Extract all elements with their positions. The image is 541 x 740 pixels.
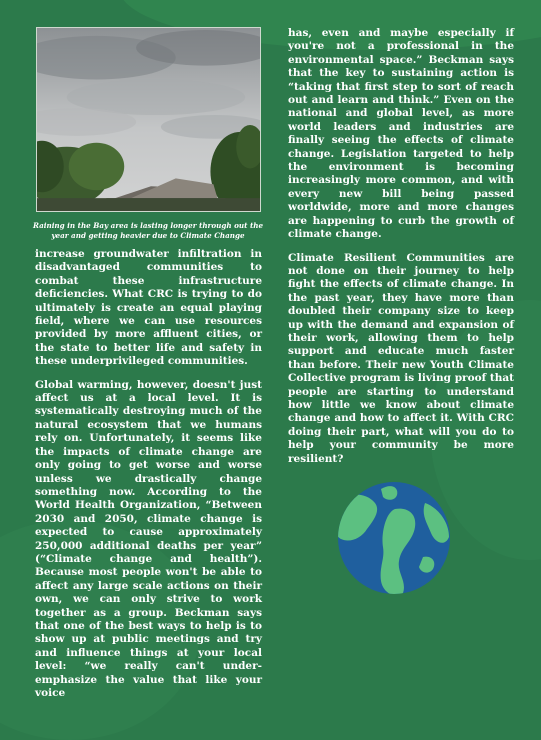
photo-caption: Raining in the Bay area is lasting longer through out the year and getting heavier due to Climate Change (32, 221, 264, 240)
rain-photo (36, 27, 261, 212)
body-paragraph: Global warming, however, doesn't just affect us at a local level. It is systematically destroying much of the natural ecosystem that we humans rely on. Unfortunately, it seems like the impacts of climate change are only going to get worse and worse unless we drastically change something now. According to the World Health Organization, “Between 2030 and 2050, climate change is expected to cause approximately 250,000 additional deaths per year” (“Climate change and health”). Because most people won't be able to affect any large scale actions on their own, we can only strive to work together as a group. Beckman says that one of the best ways to help is to show up at public meetings and try and influence things at your local level: “we really can't under-emphasize the value that like your voice (35, 378, 262, 699)
body-paragraph: increase groundwater infiltration in disadvantaged communities to combat these infrastructure deficiencies. What CRC is trying to do ultimately is create an equal playing field, where we can use resources provided by more affluent cities, or the state to better life and safety in these underprivileged communities. (35, 248, 262, 368)
body-paragraph: Climate Resilient Communities are not done on their journey to help fight the effects of climate change. In the past year, they have more than doubled their company size to keep up with the demand and expansion of their work, allowing them to help support and educate much faster than before. Their new Youth Climate Collective program is living proof that people are starting to understand how little we know about climate change and how to affect it. With CRC doing their part, what will you do to help your community be more resilient? (288, 251, 514, 465)
body-paragraph: has, even and maybe especially if you're not a professional in the environmental space.” Beckman says that the key to sustaining action is “taking that first step to sort of reach out and learn and think.” Even on the national and global level, as more world leaders and industries are finally seeing the effects of climate change. Legislation targeted to help the environment is becoming increasingly more common, and with every new bill being passed worldwide, more and more changes are happening to curb the growth of climate change. (288, 27, 514, 241)
rain-photo-image (37, 28, 260, 211)
right-column (288, 27, 514, 476)
globe-icon (337, 481, 451, 595)
left-column (35, 248, 262, 710)
